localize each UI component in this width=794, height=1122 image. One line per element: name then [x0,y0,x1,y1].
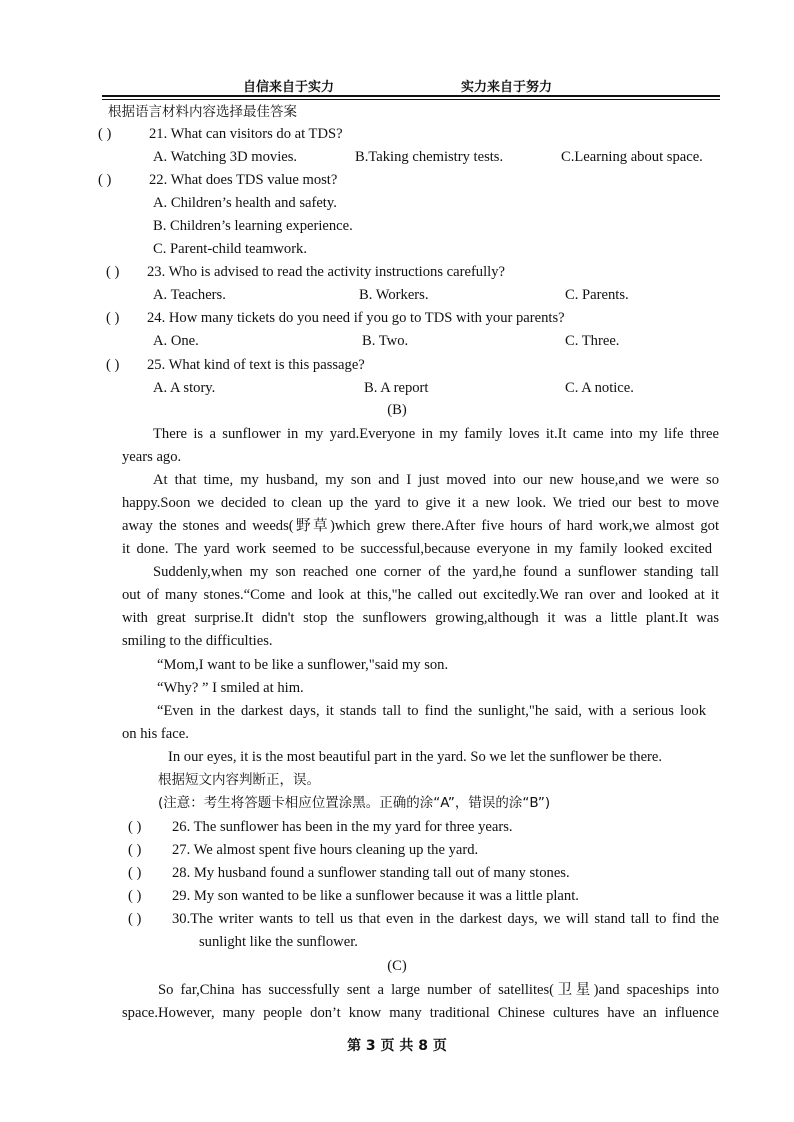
page-number-footer: 第 3 页 共 8 页 [347,1038,447,1054]
q26-statement: 26. The sunflower has been in the my yard for three years. [172,819,513,835]
q21-stem: 21. What can visitors do at TDS? [149,126,343,142]
q23-option-a: A. Teachers. [153,287,226,303]
q24-option-b: B. Two. [362,333,409,349]
passage-b-line: In our eyes, it is the most beautiful part in the yard. So we let the sunflower be there. [168,749,663,765]
passage-b-line: on his face. [122,726,189,742]
header-rule-thick [102,95,720,97]
q23-option-c: C. Parents. [565,287,629,303]
header-right-motto: 实力来自于努力 [461,80,553,95]
passage-b-line: “Even in the darkest days, it stands tall to find the sunlight,"he said, with a serious look [157,703,706,719]
q29-statement: 29. My son wanted to be like a sunflower because it was a little plant. [172,888,579,904]
q21-option-a: A. Watching 3D movies. [153,149,298,165]
section-c-heading: (C) [387,958,407,974]
passage-b-line: There is a sunflower in my yard.Everyone in my family loves it.It came into my life three [153,426,719,442]
section-b-heading: (B) [387,402,407,418]
q26-bracket: ( ) [128,819,142,835]
q30-statement: 30.The writer wants to tell us that even in the darkest days, we will stand tall to find the [172,911,719,927]
q25-bracket: ( ) [106,357,120,373]
passage-b-line: years ago. [122,449,182,465]
q24-stem: 24. How many tickets do you need if you go to TDS with your parents? [147,310,565,326]
q23-option-b: B. Workers. [359,287,429,303]
page-header [0,74,794,94]
passage-b-line: Suddenly,when my son reached one corner of the yard,he found a sunflower standing tall [153,564,719,580]
q30-bracket: ( ) [128,911,142,927]
q28-statement: 28. My husband found a sunflower standing tall out of many stones. [172,865,570,881]
q21-option-c: C.Learning about space. [561,149,703,165]
section-b-tf-note: (注意：考生将答题卡相应位置涂黑。正确的涂“A”，错误的涂“B”) [158,795,551,811]
q22-option-a: A. Children’s health and safety. [153,195,337,211]
passage-b-line: happy.Soon we decided to clean up the yard to give it a new look. We tried our best to move [122,495,719,511]
passage-b-line: away the stones and weeds(野草)which grew there.After five hours of hard work,we almost got [122,518,719,534]
q30-statement-cont: sunlight like the sunflower. [199,934,358,950]
header-left-motto: 自信来自于实力 [243,80,335,95]
q23-stem: 23. Who is advised to read the activity instructions carefully? [147,264,505,280]
passage-b-line: At that time, my husband, my son and I just moved into our new house,and we were so [153,472,719,488]
passage-b-line: smiling to the difficulties. [122,633,273,649]
q21-option-b: B.Taking chemistry tests. [355,149,504,165]
section-b-tf-instruction: 根据短文内容判断正，误。 [158,772,320,788]
q25-stem: 25. What kind of text is this passage? [147,357,365,373]
q25-option-c: C. A notice. [565,380,634,396]
passage-c-line: space.However, many people don’t know many traditional Chinese cultures have an influence [122,1005,719,1021]
q21-bracket: ( ) [98,126,112,142]
passage-b-line: it done. The yard work seemed to be successful,because everyone in my family looked excited [122,541,712,557]
q22-option-c: C. Parent-child teamwork. [153,241,308,257]
q22-stem: 22. What does TDS value most? [149,172,338,188]
passage-c-line: So far,China has successfully sent a large number of satellites(卫星)and spaceships into [158,982,719,998]
header-rule-thin [102,99,720,100]
q27-statement: 27. We almost spent five hours cleaning up the yard. [172,842,479,858]
section-a-instruction: 根据语言材料内容选择最佳答案 [108,104,297,120]
passage-b-line: “Why? ” I smiled at him. [157,680,304,696]
passage-b-line: with great surprise.It didn't stop the sunflowers growing,although it was a little plant.It was [122,610,719,626]
q24-option-c: C. Three. [565,333,620,349]
q25-option-a: A. A story. [153,380,216,396]
q22-bracket: ( ) [98,172,112,188]
q23-bracket: ( ) [106,264,120,280]
q27-bracket: ( ) [128,842,142,858]
q24-option-a: A. One. [153,333,199,349]
q22-option-b: B. Children’s learning experience. [153,218,353,234]
passage-b-line: out of many stones.“Come and look at this,"he called out excitedly.We ran over and looked at it [122,587,719,603]
q24-bracket: ( ) [106,310,120,326]
q29-bracket: ( ) [128,888,142,904]
passage-b-line: “Mom,I want to be like a sunflower,"said my son. [157,657,449,673]
q28-bracket: ( ) [128,865,142,881]
q25-option-b: B. A report [364,380,429,396]
